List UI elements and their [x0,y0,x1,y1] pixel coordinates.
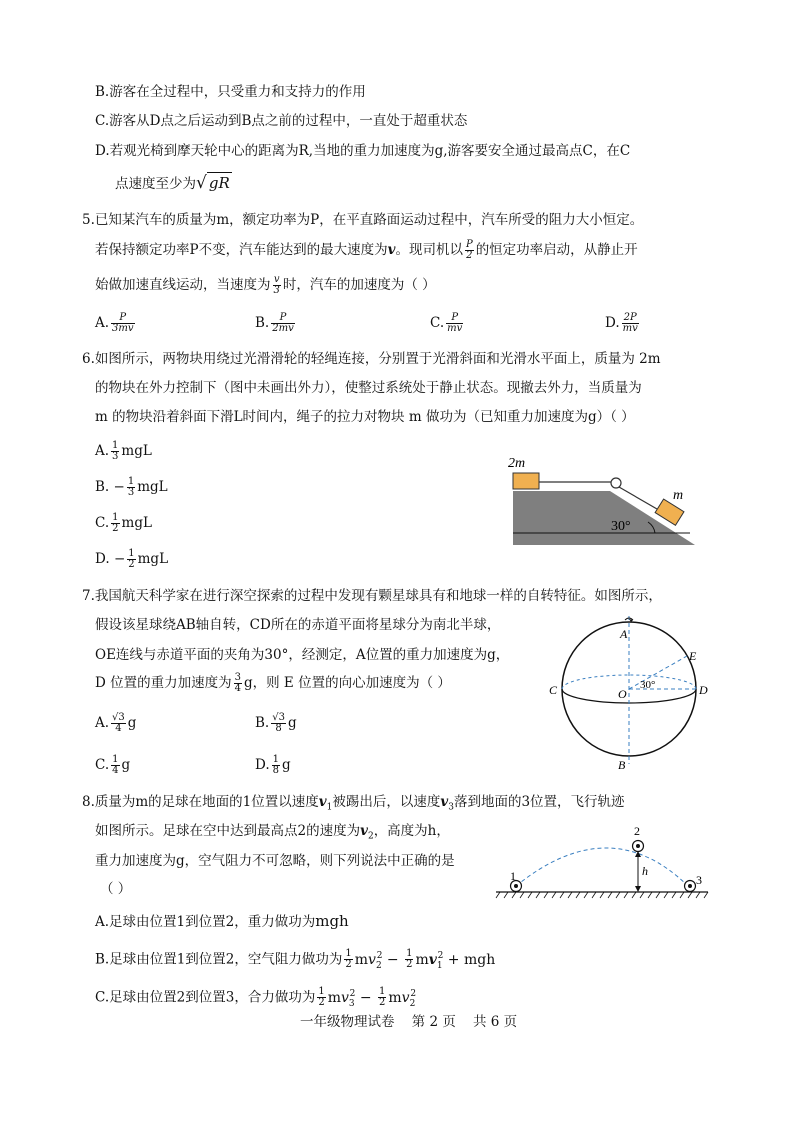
label-m: m [673,488,684,503]
q6-option-c: C. $\frac{1}{2}$ mgL [95,512,152,534]
trajectory-path [516,848,688,886]
q6-incline-figure [505,453,705,548]
pulley [611,478,621,488]
q8-option-a: A.足球由位置1到位置2，重力做功为mgh [95,912,349,930]
q4-option-d-root: gR [208,174,230,192]
q6-stem-line2: 的物块在外力控制下（图中未画出外力），使整过系统处于静止状态。现撤去外力，当质量为 [95,380,642,396]
block-2m [513,473,539,489]
q6-option-a: A. $\frac{1}{3}$ mgL [95,440,152,462]
label-o: O [618,687,627,701]
q4-option-c: C.游客从D点之后运动到B点之前的过程中，一直处于超重状态 [95,113,468,129]
q7-option-d: D. $\frac{1}{8}$ g [255,754,291,776]
q7-stem-line2: 假设该星球绕AB轴自转，CD所在的赤道平面将星球分为南北半球， [95,617,501,633]
q5-option-b: B. $\frac{P}{2mv}$ [255,312,294,334]
q5-option-c: C. $\frac{P}{mv}$ [430,312,463,334]
label-angle: 30° [611,519,631,534]
q6-stem-line1: 6.如图所示，两物块用绕过光滑滑轮的轻绳连接，分别置于光滑斜面和光滑水平面上，质量为 2m [82,351,661,367]
q5-stem-line1: 5.已知某汽车的质量为m，额定功率为P，在平直路面运动过程中，汽车所受的阻力大小恒定。 [82,212,644,228]
q7-option-c: C. $\frac{1}{4}$ g [95,754,131,776]
label-2m: 2m [508,456,526,471]
label-b: B [618,758,626,772]
q5-option-d: D. $\frac{2P}{mv}$ [605,312,638,334]
q4-option-d-text: 点速度至少为 [115,176,196,192]
label-2: 2 [634,824,640,838]
footer-title: 一年级物理试卷 [300,1014,395,1030]
height-arrow-down [635,886,641,892]
q8-trajectory-figure [490,820,715,902]
label-h: h [642,864,648,878]
label-a: A [620,627,628,641]
q7-option-b: B. $\frac{√3}{8}$ g [255,712,297,734]
q8-stem-line1: 8.质量为m的足球在地面的1位置以速度$v_1$被踢出后，以速度$v_3$落到地面的3位置，飞行轨迹 [82,794,625,813]
q5-stem-line3: 始做加速直线运动，当速度为 $\frac{v}{3}$ 时，汽车的加速度为（ ） [95,274,436,296]
label-c: C [549,683,558,697]
line-oe [629,656,687,689]
q5-option-a: A. $\frac{P}{3mv}$ [95,312,134,334]
q4-option-d-line1: D.若观光椅到摩天轮中心的距离为R,当地的重力加速度为g,游客要安全通过最高点C，在C [95,143,631,159]
label-1: 1 [510,869,516,883]
q7-sphere-figure [545,612,715,772]
label-e: E [689,649,697,663]
q7-stem-line3: OE连线与赤道平面的夹角为30°，经测定，A位置的重力加速度为g， [95,647,510,663]
q6-option-d: D. − $\frac{1}{2}$ mgL [95,548,169,570]
q5-stem-line2: 若保持额定功率P不变，汽车能达到的最大速度为v。现司机以 $\frac{P}{2}$ 的恒定功率启动，从静止开 [95,239,638,261]
q7-option-a: A. $\frac{√3}{4}$ g [95,712,137,734]
page-footer [300,1012,517,1032]
q7-stem-line1: 7.我国航天科学家在进行深空探索的过程中发现有颗星球具有和地球一样的自转特征。如图所示， [82,588,662,604]
footer-page: 第 2 页 [411,1014,456,1030]
q8-stem-line4: （ ） [100,881,132,897]
label-d: D [699,683,708,697]
q8-stem-line3: 重力加速度为g，空气阻力不可忽略，则下列说法中正确的是 [95,853,455,869]
label-3: 3 [696,873,702,887]
q4-option-d-line2: 点速度至少为√ gR [115,173,230,193]
q8-option-b: B.足球由位置1到位置2，空气阻力做功为 $\frac{1}{2}$ $mv_2^2$ − $\frac{1}{2}$ $mv_1^2$ + mgh [95,948,496,971]
q8-stem-line2: 如图所示。足球在空中达到最高点2的速度为$v_2$，高度为h， [95,823,450,842]
q4-option-b: B.游客在全过程中，只受重力和支持力的作用 [95,84,366,100]
q8-option-c: C.足球由位置2到位置3，合力做功为 $\frac{1}{2}$ $mv_3^2$ − $\frac{1}{2}$ $mv_2^2$ [95,986,417,1009]
label-angle-30: 30° [640,679,656,691]
ground-hatch [496,892,708,898]
q7-stem-line4: D 位置的重力加速度为 $\frac{3}{4}$ g，则 E 位置的向心加速度为（ ） [95,672,451,694]
q6-stem-line3: m 的物块沿着斜面下滑L时间内，绳子的拉力对物块 m 做功为（已知重力加速度为g）（ ） [95,409,635,425]
q6-option-b: B. − $\frac{1}{3}$ mgL [95,476,168,498]
footer-total: 共 6 页 [473,1014,518,1030]
